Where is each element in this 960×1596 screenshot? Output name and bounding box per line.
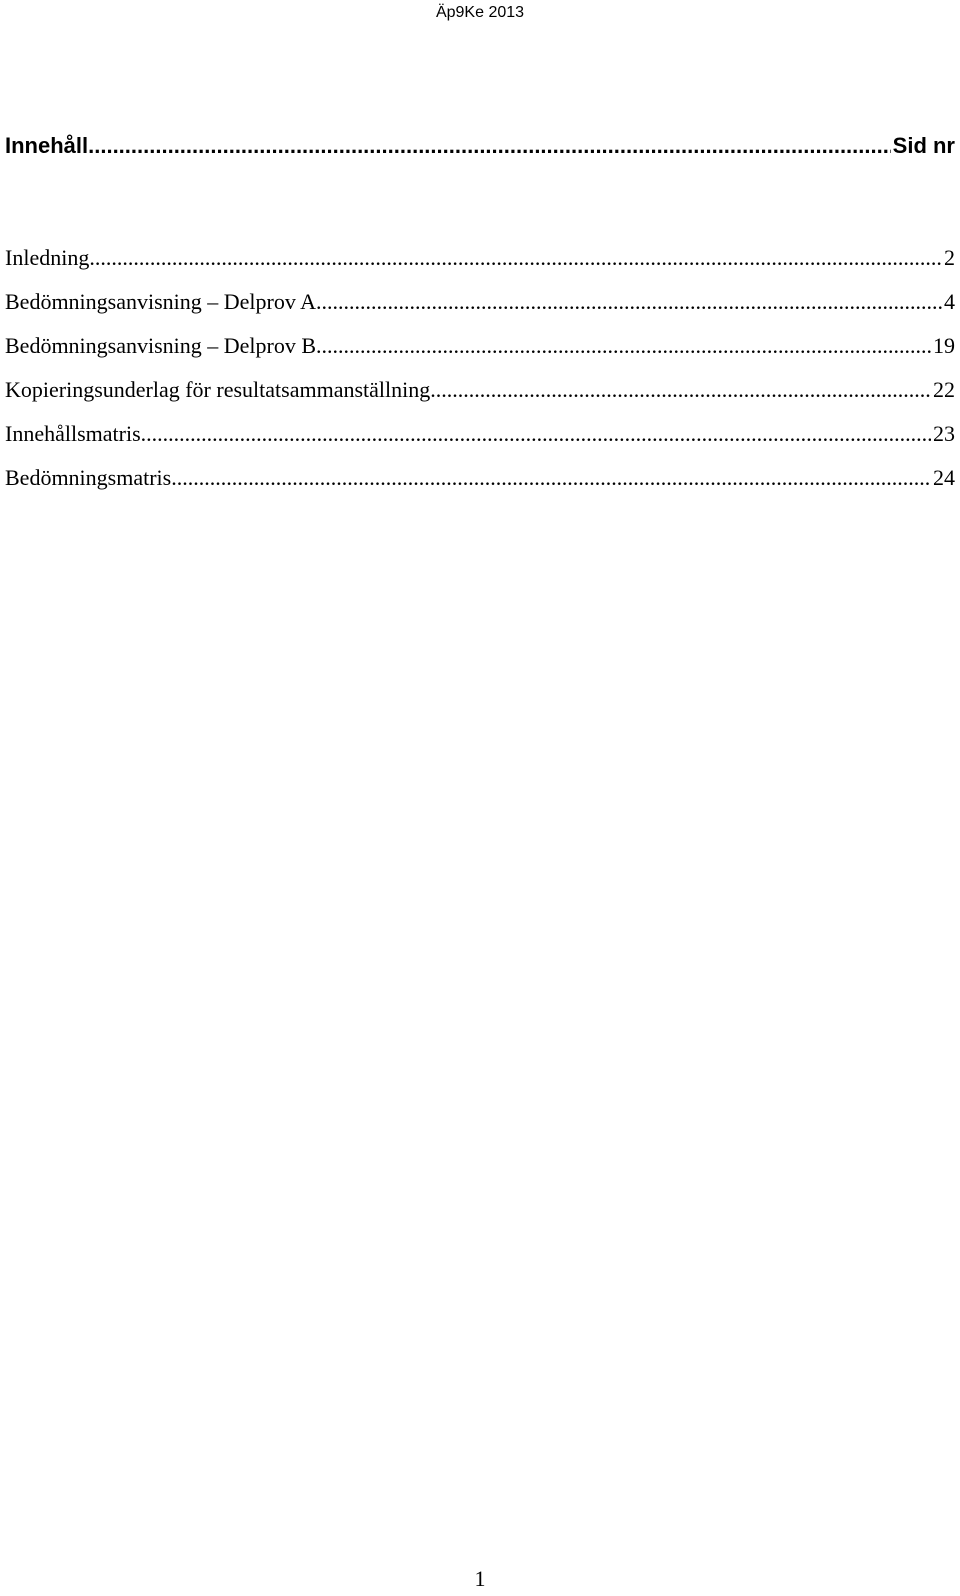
toc-entry-page: 4 [944,289,955,314]
page-header: Äp9Ke 2013 [435,4,525,21]
toc-entry-title: Kopieringsunderlag för resultatsammanställning [5,377,431,402]
toc-entry-title: Inledning [5,245,90,270]
toc-entry-bedomningsmatris[interactable] [5,464,955,508]
toc-list [5,244,955,508]
toc-entry-page: 23 [933,421,955,446]
toc-heading-leader [88,132,891,160]
toc-entry-kopieringsunderlag[interactable] [5,376,955,420]
toc-entry-title: Innehållsmatris [5,421,141,446]
toc-heading-title: Innehåll [5,133,89,158]
page-number: 1 [474,1566,486,1591]
toc-entry-title: Bedömningsmatris [5,465,172,490]
toc-entry-leader [316,288,942,316]
toc-entry-inledning[interactable] [5,244,955,288]
toc-entry-leader [316,332,931,360]
toc-entry-page: 24 [933,465,955,490]
toc-entry-page: 22 [933,377,955,402]
toc-heading [5,132,955,160]
toc-entry-leader [171,464,931,492]
toc-entry-leader [89,244,942,272]
toc-entry-innehallsmatris[interactable] [5,420,955,464]
toc-entry-delprov-b[interactable] [5,332,955,376]
toc-entry-page: 2 [944,245,955,270]
toc-heading-page-label: Sid nr [892,133,955,158]
toc-entry-title: Bedömningsanvisning – Delprov B [5,333,317,358]
toc-entry-leader [141,420,931,448]
toc-entry-delprov-a[interactable] [5,288,955,332]
toc-entry-page: 19 [933,333,955,358]
toc-entry-title: Bedömningsanvisning – Delprov A [5,289,317,314]
toc-entry-leader [430,376,931,404]
